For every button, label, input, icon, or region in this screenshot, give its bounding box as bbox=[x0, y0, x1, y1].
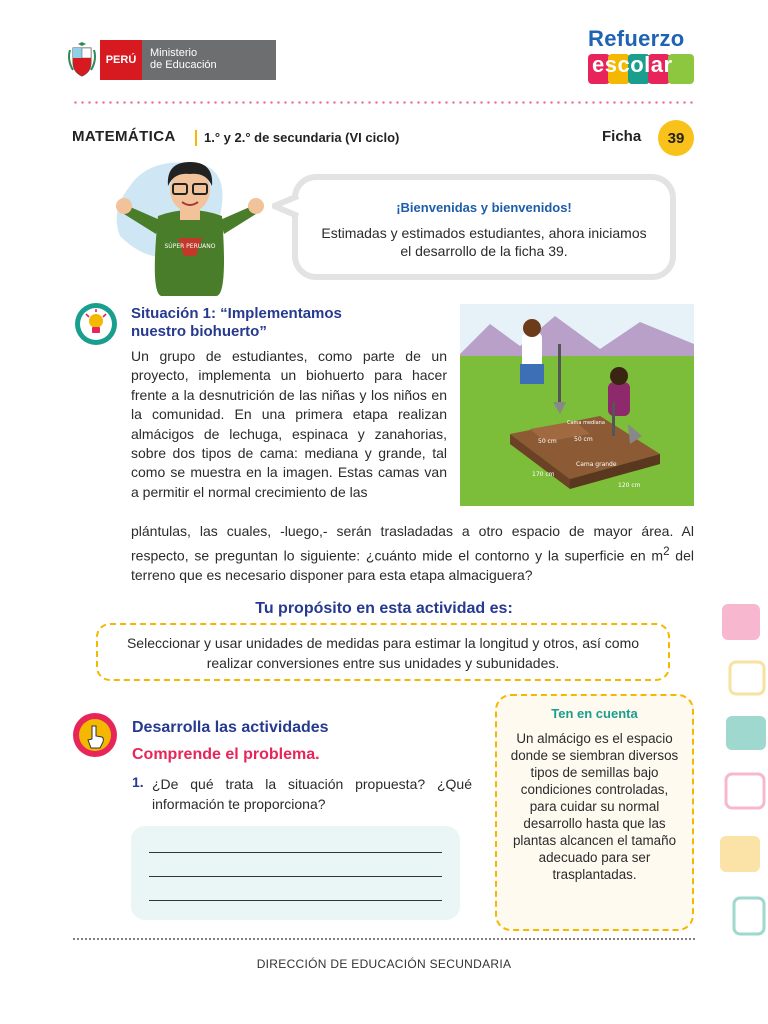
label-dim-50a: 50 cm bbox=[538, 438, 557, 445]
shirt-text: SÚPER PERUANO bbox=[164, 243, 216, 250]
ficha-label: Ficha bbox=[602, 128, 642, 145]
subject-bar bbox=[72, 124, 696, 152]
tip-title: Ten en cuenta bbox=[551, 706, 638, 721]
ministry-logo bbox=[64, 40, 276, 80]
program-logo bbox=[588, 26, 698, 86]
header-divider bbox=[72, 101, 696, 104]
label-cama-mediana: Cama mediana bbox=[567, 420, 605, 426]
question-number: 1. bbox=[132, 774, 144, 790]
situation-text-part-1: Un grupo de estudiantes, como parte de un proyecto, implementa un biohuerto para hacer frente a la desnutrición de las niñas y los niños en la comunidad. En una primera etapa realizan almácigos de lechuga, espinaca y zanahorias, sobre dos tipos de cama: mediana y grande, tal como se muestra en la imagen. Estas camas van a permitir el normal crecimiento de las bbox=[131, 348, 447, 500]
situation-title-line-1: Situación 1: “Implementamos bbox=[131, 305, 342, 322]
student-illustration bbox=[110, 156, 280, 296]
subject-separator bbox=[195, 130, 197, 146]
label-dim-120: 120 cm bbox=[618, 482, 641, 489]
answer-area[interactable] bbox=[131, 826, 460, 920]
superscript-2: 2 bbox=[663, 544, 670, 558]
situation-text-part-2 bbox=[131, 522, 694, 585]
welcome-title: ¡Bienvenidas y bienvenidos! bbox=[396, 200, 572, 215]
footer-text: DIRECCIÓN DE EDUCACIÓN SECUNDARIA bbox=[256, 957, 512, 971]
situation-title bbox=[131, 305, 451, 341]
situation-text-2a: plántulas, las cuales, -luego,- serán trasladadas a otro espacio de mayor área. Al respecto, se preguntan lo siguiente: ¿cuánto mide el contorno y la superficie en m bbox=[131, 523, 694, 564]
welcome-bubble bbox=[292, 174, 676, 280]
answer-line[interactable] bbox=[149, 876, 442, 877]
grade-label: 1.° y 2.° de secundaria (VI ciclo) bbox=[204, 130, 400, 145]
coat-of-arms-icon bbox=[64, 40, 100, 80]
tip-text: Un almácigo es el espacio donde se siembran diversos tipos de semillas bajo condiciones controladas, para cuidar su normal desarrollo hasta que las plantas alcancen el tamaño adecuado para ser trasplantadas. bbox=[510, 731, 679, 882]
ficha-number-badge: 39 bbox=[658, 120, 694, 156]
lightbulb-icon bbox=[74, 302, 118, 346]
country-label: PERÚ bbox=[100, 40, 142, 80]
label-cama-grande: Cama grande bbox=[576, 461, 617, 468]
garden-illustration bbox=[460, 304, 694, 506]
ministry-line-2: de Educación bbox=[150, 59, 217, 71]
tip-box bbox=[495, 694, 694, 931]
answer-line[interactable] bbox=[149, 900, 442, 901]
situation-text-2b: del terreno que es necesario disponer para esta etapa almaciguera? bbox=[131, 547, 694, 583]
puzzle-pieces-decoration bbox=[712, 596, 768, 946]
ministry-line-1: Ministerio bbox=[150, 47, 198, 59]
subject-title: MATEMÁTICA bbox=[72, 128, 176, 145]
question-text: ¿De qué trata la situación propuesta? ¿Qué información te proporciona? bbox=[152, 776, 472, 812]
label-dim-50b: 50 cm bbox=[574, 436, 593, 443]
bubble-tail bbox=[272, 194, 300, 218]
program-logo-bottom: escolar bbox=[592, 52, 673, 77]
activities-title: Desarrolla las actividades bbox=[132, 719, 329, 736]
activities-subtitle: Comprende el problema. bbox=[132, 746, 320, 763]
label-dim-170: 170 cm bbox=[532, 471, 555, 478]
hand-pointer-icon bbox=[72, 712, 118, 758]
purpose-text: Seleccionar y usar unidades de medidas para estimar la longitud y otros, así como realizar conversiones entre sus unidades y subunidades. bbox=[126, 635, 640, 671]
answer-line[interactable] bbox=[149, 852, 442, 853]
purpose-title: Tu propósito en esta actividad es: bbox=[255, 600, 513, 617]
situation-title-line-2: nuestro biohuerto” bbox=[131, 323, 267, 340]
purpose-box bbox=[96, 623, 670, 681]
footer-divider bbox=[72, 938, 696, 940]
welcome-text: Estimadas y estimados estudiantes, ahora iniciamos el desarrollo de la ficha 39. bbox=[321, 225, 647, 259]
program-logo-top: Refuerzo bbox=[588, 26, 685, 51]
ministry-label bbox=[142, 40, 276, 80]
